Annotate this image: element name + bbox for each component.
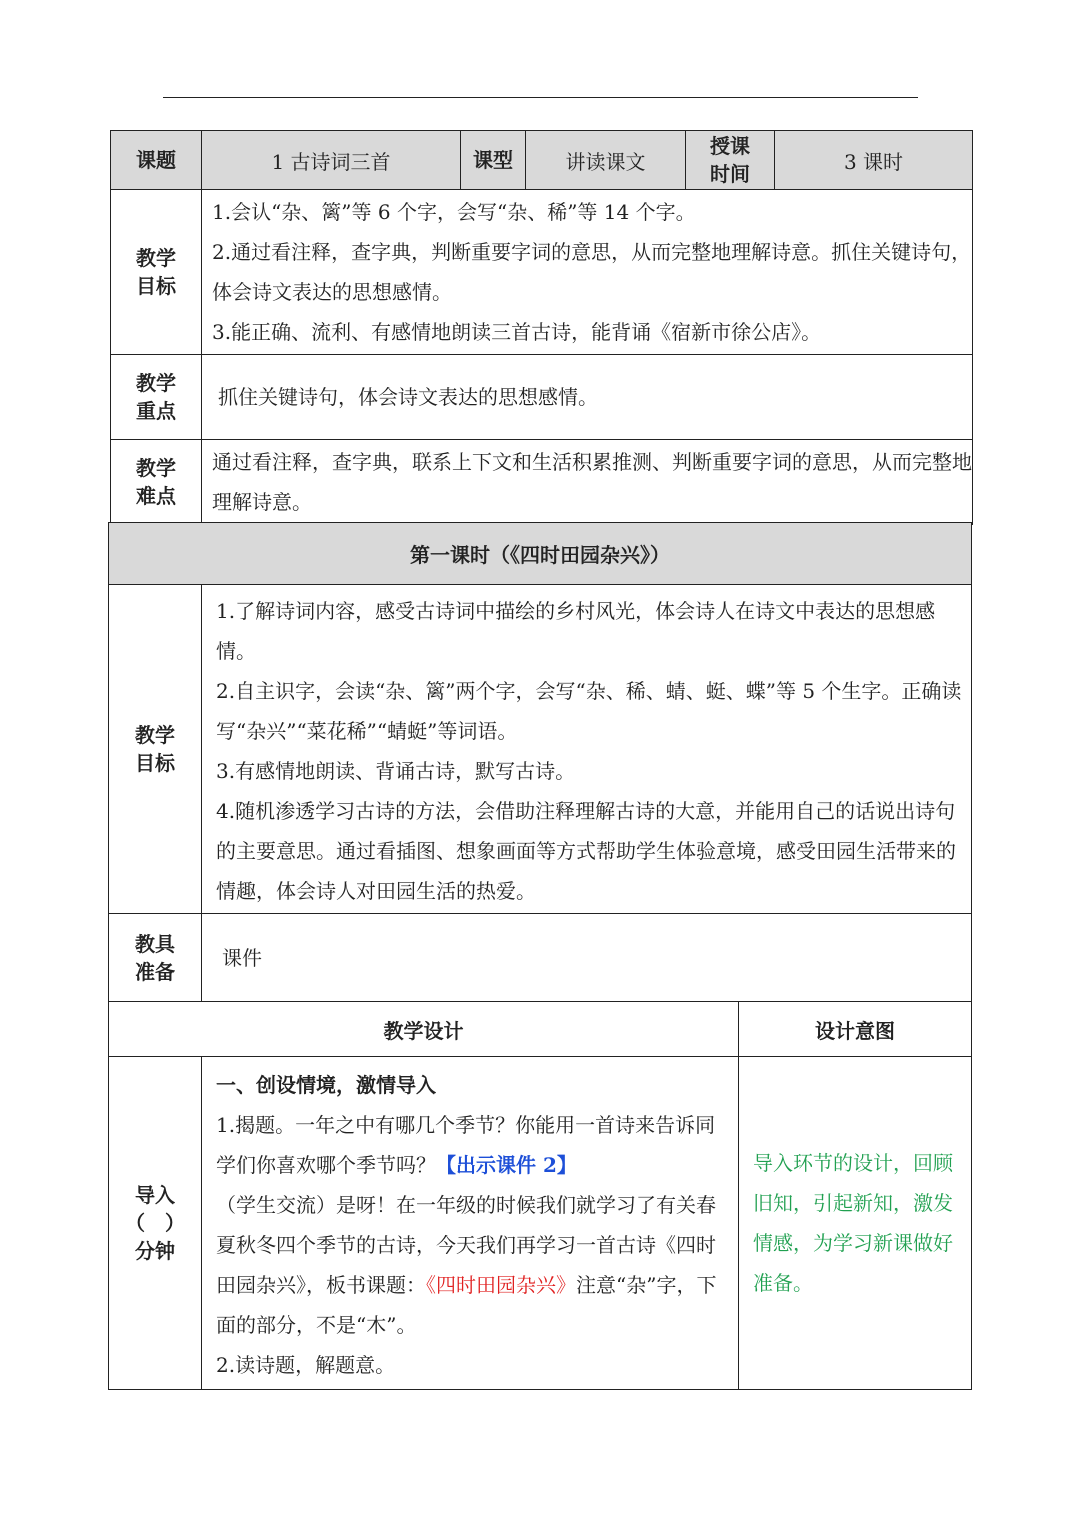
subject-value: 1 古诗词三首 [202,131,461,190]
time-label [686,131,775,190]
lesson-title: 第一课时（《四时田园杂兴》） [109,523,972,585]
intent-header: 设计意图 [739,1002,972,1057]
difficulties-content: 通过看注释，查字典，联系上下文和生活积累推测、判断重要字词的意思，从而完整地理解诗意。 [202,440,973,525]
subject-label: 课题 [111,131,202,190]
time-value: 3 课时 [775,131,973,190]
tools-row [109,914,972,1002]
intro-label [109,1057,202,1390]
design-header-row [109,1002,972,1057]
lesson-title-row [109,523,972,585]
difficulties-label-line-1: 教学 [136,456,176,480]
header-row [111,131,973,190]
lesson-goals-label [109,585,202,914]
intro-paragraph-3: 2.读诗题，解题意。 [216,1353,396,1377]
key-points-row [111,355,973,440]
intro-p2-start: （学生交流）是呀！在一年级的时候我们就学习了有关春夏秋冬四个季节的古诗，今天我们再学习一首古诗《四时田园杂兴》，板书课题： [216,1193,716,1297]
lesson-goals-label-line-1: 教学 [135,723,175,747]
intro-label-line-2: （ ） [125,1211,185,1235]
intro-paragraph-2 [216,1185,734,1345]
lesson-goals-row [109,585,972,914]
lesson-goal-line: 4.随机渗透学习古诗的方法，会借助注释理解古诗的大意，并能用自己的话说出诗句的主要意思。通过看插图、想象画面等方式帮助学生体验意境，感受田园生活带来的情趣，体会诗人对田园生活的热爱。 [216,799,956,903]
tools-label-line-1: 教具 [135,931,175,956]
board-title-highlight: 《四时田园杂兴》 [426,1273,576,1297]
courseware-highlight: 【出示课件 2】 [436,1153,577,1177]
goal-line: 1.会认“杂、篱”等 6 个字，会写“杂、稀”等 14 个字。 [212,200,696,224]
key-points-content: 抓住关键诗句，体会诗文表达的思想感情。 [202,355,973,440]
goals-content [202,190,973,355]
lesson-goal-line: 2.自主识字，会读“杂、篱”两个字，会写“杂、稀、蜻、蜓、蝶”等 5 个生字。正确读写“杂兴”“菜花稀”“蜻蜓”等词语。 [216,679,962,743]
time-label-line-1: 授课 [710,134,750,158]
intro-p2-end: 注意“杂”字，下面的部分，不是“木”。 [216,1273,717,1337]
lesson-goal-line: 1.了解诗词内容，感受古诗词中描绘的乡村风光，体会诗人在诗文中表达的思想感情。 [216,599,936,663]
type-value: 讲读课文 [526,131,686,190]
design-header: 教学设计 [109,1002,739,1057]
difficulties-row [111,440,973,525]
goal-line: 3.能正确、流利、有感情地朗读三首古诗，能背诵《宿新市徐公店》。 [212,320,822,344]
type-label: 课型 [461,131,526,190]
intro-p1-text: 1.揭题。一年之中有哪几个季节？你能用一首诗来告诉同学们你喜欢哪个季节吗？ [216,1113,716,1177]
lesson-goals-content [202,585,972,914]
tools-label [109,914,202,1002]
intro-design-content [202,1057,739,1390]
tools-content: 课件 [202,914,972,1002]
key-points-label [111,355,202,440]
goal-line: 2.通过看注释，查字典，判断重要字词的意思，从而完整地理解诗意。抓住关键诗句，体会诗文表达的思想感情。 [212,240,972,304]
tools-label-line-2: 准备 [135,959,175,984]
goals-label-line-1: 教学 [136,246,176,270]
goals-label-line-2: 目标 [136,274,176,298]
difficulties-label-line-2: 难点 [136,484,176,508]
intro-row [109,1057,972,1390]
intro-label-line-3: 分钟 [135,1239,175,1263]
lesson-goals-label-line-2: 目标 [135,751,175,775]
key-points-label-line-1: 教学 [136,371,176,395]
header-rule [163,97,918,98]
course-info-table [110,130,973,525]
goals-row [111,190,973,355]
lesson-goal-line: 3.有感情地朗读、背诵古诗，默写古诗。 [216,759,576,783]
intro-heading: 一、创设情境，激情导入 [216,1073,436,1097]
difficulties-label [111,440,202,525]
intro-intent: 导入环节的设计，回顾旧知，引起新知，激发情感，为学习新课做好准备。 [739,1057,972,1390]
lesson-plan-table [108,522,972,1390]
time-label-line-2: 时间 [710,162,750,186]
goals-label [111,190,202,355]
key-points-label-line-2: 重点 [136,399,176,423]
intro-paragraph-1 [216,1105,734,1185]
intro-label-line-1: 导入 [135,1183,175,1207]
